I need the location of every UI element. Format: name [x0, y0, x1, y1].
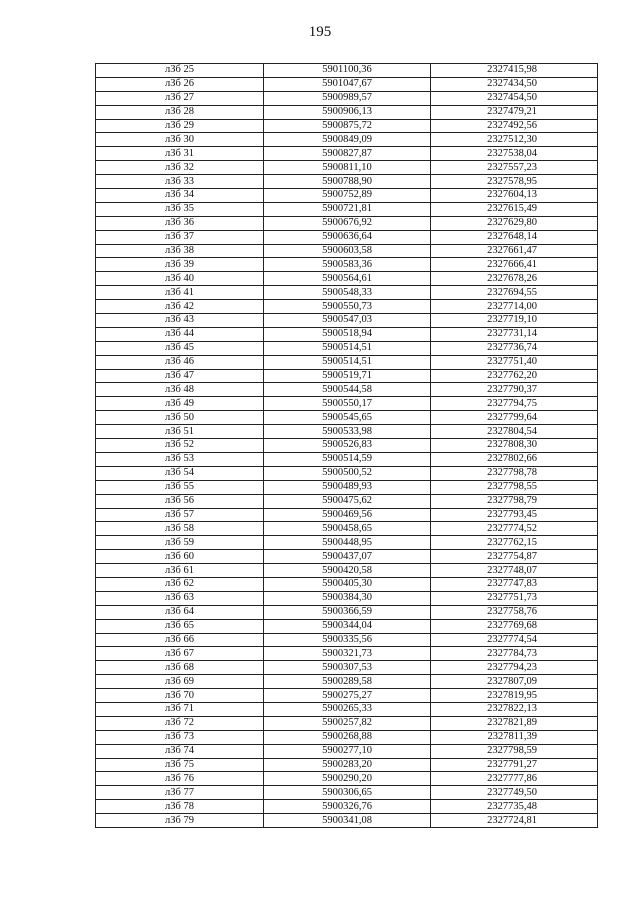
point-id-cell: лЗб 57	[96, 508, 264, 522]
table-row	[96, 383, 598, 397]
x-coordinate-cell: 5900721,81	[264, 202, 431, 216]
y-coordinate-cell: 2327629,80	[431, 216, 598, 230]
table-row	[96, 341, 598, 355]
point-id-cell: лЗб 49	[96, 397, 264, 411]
table-row	[96, 758, 598, 772]
table-row	[96, 189, 598, 203]
table-row	[96, 439, 598, 453]
table-row	[96, 619, 598, 633]
table-row	[96, 633, 598, 647]
table-row	[96, 425, 598, 439]
y-coordinate-cell: 2327808,30	[431, 439, 598, 453]
table-row	[96, 661, 598, 675]
table-row	[96, 536, 598, 550]
y-coordinate-cell: 2327666,41	[431, 258, 598, 272]
point-id-cell: лЗб 68	[96, 661, 264, 675]
table-row	[96, 272, 598, 286]
table-row	[96, 786, 598, 800]
x-coordinate-cell: 5900906,13	[264, 105, 431, 119]
point-id-cell: лЗб 54	[96, 466, 264, 480]
y-coordinate-cell: 2327762,20	[431, 369, 598, 383]
y-coordinate-cell: 2327794,23	[431, 661, 598, 675]
table-row	[96, 91, 598, 105]
point-id-cell: лЗб 30	[96, 133, 264, 147]
table-row	[96, 466, 598, 480]
point-id-cell: лЗб 59	[96, 536, 264, 550]
y-coordinate-cell: 2327769,68	[431, 619, 598, 633]
point-id-cell: лЗб 32	[96, 161, 264, 175]
y-coordinate-cell: 2327799,64	[431, 411, 598, 425]
x-coordinate-cell: 5901100,36	[264, 64, 431, 78]
point-id-cell: лЗб 43	[96, 314, 264, 328]
x-coordinate-cell: 5900514,51	[264, 341, 431, 355]
x-coordinate-cell: 5900437,07	[264, 550, 431, 564]
y-coordinate-cell: 2327758,76	[431, 605, 598, 619]
x-coordinate-cell: 5900405,30	[264, 577, 431, 591]
y-coordinate-cell: 2327604,13	[431, 189, 598, 203]
x-coordinate-cell: 5900526,83	[264, 439, 431, 453]
x-coordinate-cell: 5900544,58	[264, 383, 431, 397]
point-id-cell: лЗб 62	[96, 577, 264, 591]
point-id-cell: лЗб 76	[96, 772, 264, 786]
point-id-cell: лЗб 40	[96, 272, 264, 286]
y-coordinate-cell: 2327719,10	[431, 314, 598, 328]
x-coordinate-cell: 5900326,76	[264, 800, 431, 814]
x-coordinate-cell: 5900989,57	[264, 91, 431, 105]
table-row	[96, 494, 598, 508]
y-coordinate-cell: 2327434,50	[431, 77, 598, 91]
table-row	[96, 230, 598, 244]
point-id-cell: лЗб 39	[96, 258, 264, 272]
table-row	[96, 716, 598, 730]
y-coordinate-cell: 2327754,87	[431, 550, 598, 564]
y-coordinate-cell: 2327819,95	[431, 689, 598, 703]
x-coordinate-cell: 5900827,87	[264, 147, 431, 161]
table-row	[96, 577, 598, 591]
y-coordinate-cell: 2327661,47	[431, 244, 598, 258]
y-coordinate-cell: 2327793,45	[431, 508, 598, 522]
point-id-cell: лЗб 28	[96, 105, 264, 119]
table-row	[96, 369, 598, 383]
table-row	[96, 744, 598, 758]
x-coordinate-cell: 5900448,95	[264, 536, 431, 550]
point-id-cell: лЗб 58	[96, 522, 264, 536]
x-coordinate-cell: 5900583,36	[264, 258, 431, 272]
x-coordinate-cell: 5900514,59	[264, 452, 431, 466]
x-coordinate-cell: 5900875,72	[264, 119, 431, 133]
y-coordinate-cell: 2327774,54	[431, 633, 598, 647]
x-coordinate-cell: 5900275,27	[264, 689, 431, 703]
y-coordinate-cell: 2327749,50	[431, 786, 598, 800]
point-id-cell: лЗб 34	[96, 189, 264, 203]
point-id-cell: лЗб 61	[96, 564, 264, 578]
y-coordinate-cell: 2327454,50	[431, 91, 598, 105]
x-coordinate-cell: 5900533,98	[264, 425, 431, 439]
x-coordinate-cell: 5900290,20	[264, 772, 431, 786]
table-row	[96, 772, 598, 786]
y-coordinate-cell: 2327736,74	[431, 341, 598, 355]
point-id-cell: лЗб 44	[96, 327, 264, 341]
y-coordinate-cell: 2327798,55	[431, 480, 598, 494]
y-coordinate-cell: 2327415,98	[431, 64, 598, 78]
y-coordinate-cell: 2327751,73	[431, 591, 598, 605]
table-row	[96, 800, 598, 814]
point-id-cell: лЗб 53	[96, 452, 264, 466]
table-row	[96, 147, 598, 161]
x-coordinate-cell: 5900676,92	[264, 216, 431, 230]
y-coordinate-cell: 2327648,14	[431, 230, 598, 244]
x-coordinate-cell: 5900636,64	[264, 230, 431, 244]
point-id-cell: лЗб 26	[96, 77, 264, 91]
y-coordinate-cell: 2327479,21	[431, 105, 598, 119]
x-coordinate-cell: 5900469,56	[264, 508, 431, 522]
point-id-cell: лЗб 74	[96, 744, 264, 758]
point-id-cell: лЗб 25	[96, 64, 264, 78]
x-coordinate-cell: 5900603,58	[264, 244, 431, 258]
x-coordinate-cell: 5900500,52	[264, 466, 431, 480]
point-id-cell: лЗб 29	[96, 119, 264, 133]
x-coordinate-cell: 5900788,90	[264, 175, 431, 189]
coordinates-table	[95, 63, 598, 828]
y-coordinate-cell: 2327678,26	[431, 272, 598, 286]
point-id-cell: лЗб 79	[96, 814, 264, 828]
y-coordinate-cell: 2327748,07	[431, 564, 598, 578]
point-id-cell: лЗб 71	[96, 702, 264, 716]
table-row	[96, 216, 598, 230]
x-coordinate-cell: 5900289,58	[264, 675, 431, 689]
x-coordinate-cell: 5900458,65	[264, 522, 431, 536]
point-id-cell: лЗб 78	[96, 800, 264, 814]
y-coordinate-cell: 2327751,40	[431, 355, 598, 369]
table-row	[96, 286, 598, 300]
x-coordinate-cell: 5900307,53	[264, 661, 431, 675]
y-coordinate-cell: 2327747,83	[431, 577, 598, 591]
point-id-cell: лЗб 64	[96, 605, 264, 619]
point-id-cell: лЗб 55	[96, 480, 264, 494]
point-id-cell: лЗб 27	[96, 91, 264, 105]
x-coordinate-cell: 5900341,08	[264, 814, 431, 828]
point-id-cell: лЗб 36	[96, 216, 264, 230]
x-coordinate-cell: 5900475,62	[264, 494, 431, 508]
x-coordinate-cell: 5900564,61	[264, 272, 431, 286]
x-coordinate-cell: 5900277,10	[264, 744, 431, 758]
table-row	[96, 550, 598, 564]
point-id-cell: лЗб 33	[96, 175, 264, 189]
page-number: 195	[308, 24, 332, 40]
y-coordinate-cell: 2327822,13	[431, 702, 598, 716]
table-row	[96, 300, 598, 314]
x-coordinate-cell: 5900550,17	[264, 397, 431, 411]
table-row	[96, 355, 598, 369]
table-row	[96, 591, 598, 605]
point-id-cell: лЗб 67	[96, 647, 264, 661]
table-row	[96, 411, 598, 425]
table-row	[96, 314, 598, 328]
y-coordinate-cell: 2327557,23	[431, 161, 598, 175]
table-row	[96, 647, 598, 661]
point-id-cell: лЗб 48	[96, 383, 264, 397]
point-id-cell: лЗб 69	[96, 675, 264, 689]
x-coordinate-cell: 5900344,04	[264, 619, 431, 633]
x-coordinate-cell: 5900547,03	[264, 314, 431, 328]
y-coordinate-cell: 2327794,75	[431, 397, 598, 411]
table-row	[96, 522, 598, 536]
table-row	[96, 175, 598, 189]
y-coordinate-cell: 2327811,39	[431, 730, 598, 744]
point-id-cell: лЗб 46	[96, 355, 264, 369]
x-coordinate-cell: 5900548,33	[264, 286, 431, 300]
x-coordinate-cell: 5901047,67	[264, 77, 431, 91]
table-row	[96, 675, 598, 689]
table-row	[96, 564, 598, 578]
table-row	[96, 133, 598, 147]
table-row	[96, 689, 598, 703]
y-coordinate-cell: 2327804,54	[431, 425, 598, 439]
x-coordinate-cell: 5900514,51	[264, 355, 431, 369]
table-row	[96, 258, 598, 272]
x-coordinate-cell: 5900283,20	[264, 758, 431, 772]
x-coordinate-cell: 5900306,65	[264, 786, 431, 800]
table-row	[96, 161, 598, 175]
table-row	[96, 202, 598, 216]
point-id-cell: лЗб 77	[96, 786, 264, 800]
y-coordinate-cell: 2327538,04	[431, 147, 598, 161]
x-coordinate-cell: 5900321,73	[264, 647, 431, 661]
point-id-cell: лЗб 70	[96, 689, 264, 703]
point-id-cell: лЗб 45	[96, 341, 264, 355]
table-row	[96, 397, 598, 411]
table-row	[96, 480, 598, 494]
y-coordinate-cell: 2327512,30	[431, 133, 598, 147]
point-id-cell: лЗб 75	[96, 758, 264, 772]
table-row	[96, 327, 598, 341]
y-coordinate-cell: 2327790,37	[431, 383, 598, 397]
x-coordinate-cell: 5900518,94	[264, 327, 431, 341]
point-id-cell: лЗб 38	[96, 244, 264, 258]
x-coordinate-cell: 5900335,56	[264, 633, 431, 647]
point-id-cell: лЗб 72	[96, 716, 264, 730]
point-id-cell: лЗб 37	[96, 230, 264, 244]
y-coordinate-cell: 2327714,00	[431, 300, 598, 314]
point-id-cell: лЗб 42	[96, 300, 264, 314]
table-row	[96, 105, 598, 119]
x-coordinate-cell: 5900257,82	[264, 716, 431, 730]
y-coordinate-cell: 2327821,89	[431, 716, 598, 730]
y-coordinate-cell: 2327762,15	[431, 536, 598, 550]
point-id-cell: лЗб 73	[96, 730, 264, 744]
y-coordinate-cell: 2327807,09	[431, 675, 598, 689]
x-coordinate-cell: 5900268,88	[264, 730, 431, 744]
point-id-cell: лЗб 51	[96, 425, 264, 439]
table-row	[96, 730, 598, 744]
table-row	[96, 814, 598, 828]
x-coordinate-cell: 5900752,89	[264, 189, 431, 203]
y-coordinate-cell: 2327694,55	[431, 286, 598, 300]
point-id-cell: лЗб 56	[96, 494, 264, 508]
point-id-cell: лЗб 63	[96, 591, 264, 605]
point-id-cell: лЗб 35	[96, 202, 264, 216]
x-coordinate-cell: 5900384,30	[264, 591, 431, 605]
table-row	[96, 244, 598, 258]
table-row	[96, 508, 598, 522]
x-coordinate-cell: 5900265,33	[264, 702, 431, 716]
table-row	[96, 702, 598, 716]
y-coordinate-cell: 2327798,79	[431, 494, 598, 508]
y-coordinate-cell: 2327802,66	[431, 452, 598, 466]
point-id-cell: лЗб 66	[96, 633, 264, 647]
point-id-cell: лЗб 41	[96, 286, 264, 300]
table-row	[96, 77, 598, 91]
y-coordinate-cell: 2327731,14	[431, 327, 598, 341]
point-id-cell: лЗб 50	[96, 411, 264, 425]
x-coordinate-cell: 5900519,71	[264, 369, 431, 383]
y-coordinate-cell: 2327784,73	[431, 647, 598, 661]
x-coordinate-cell: 5900420,58	[264, 564, 431, 578]
x-coordinate-cell: 5900550,73	[264, 300, 431, 314]
x-coordinate-cell: 5900849,09	[264, 133, 431, 147]
table-row	[96, 605, 598, 619]
x-coordinate-cell: 5900811,10	[264, 161, 431, 175]
y-coordinate-cell: 2327724,81	[431, 814, 598, 828]
table-row	[96, 452, 598, 466]
point-id-cell: лЗб 65	[96, 619, 264, 633]
y-coordinate-cell: 2327777,86	[431, 772, 598, 786]
y-coordinate-cell: 2327735,48	[431, 800, 598, 814]
y-coordinate-cell: 2327798,59	[431, 744, 598, 758]
table-row	[96, 64, 598, 78]
point-id-cell: лЗб 52	[96, 439, 264, 453]
point-id-cell: лЗб 31	[96, 147, 264, 161]
x-coordinate-cell: 5900489,93	[264, 480, 431, 494]
table-row	[96, 119, 598, 133]
y-coordinate-cell: 2327492,56	[431, 119, 598, 133]
y-coordinate-cell: 2327791,27	[431, 758, 598, 772]
point-id-cell: лЗб 47	[96, 369, 264, 383]
y-coordinate-cell: 2327774,52	[431, 522, 598, 536]
y-coordinate-cell: 2327798,78	[431, 466, 598, 480]
x-coordinate-cell: 5900545,65	[264, 411, 431, 425]
x-coordinate-cell: 5900366,59	[264, 605, 431, 619]
point-id-cell: лЗб 60	[96, 550, 264, 564]
y-coordinate-cell: 2327578,95	[431, 175, 598, 189]
y-coordinate-cell: 2327615,49	[431, 202, 598, 216]
coordinates-table-body	[96, 64, 598, 828]
